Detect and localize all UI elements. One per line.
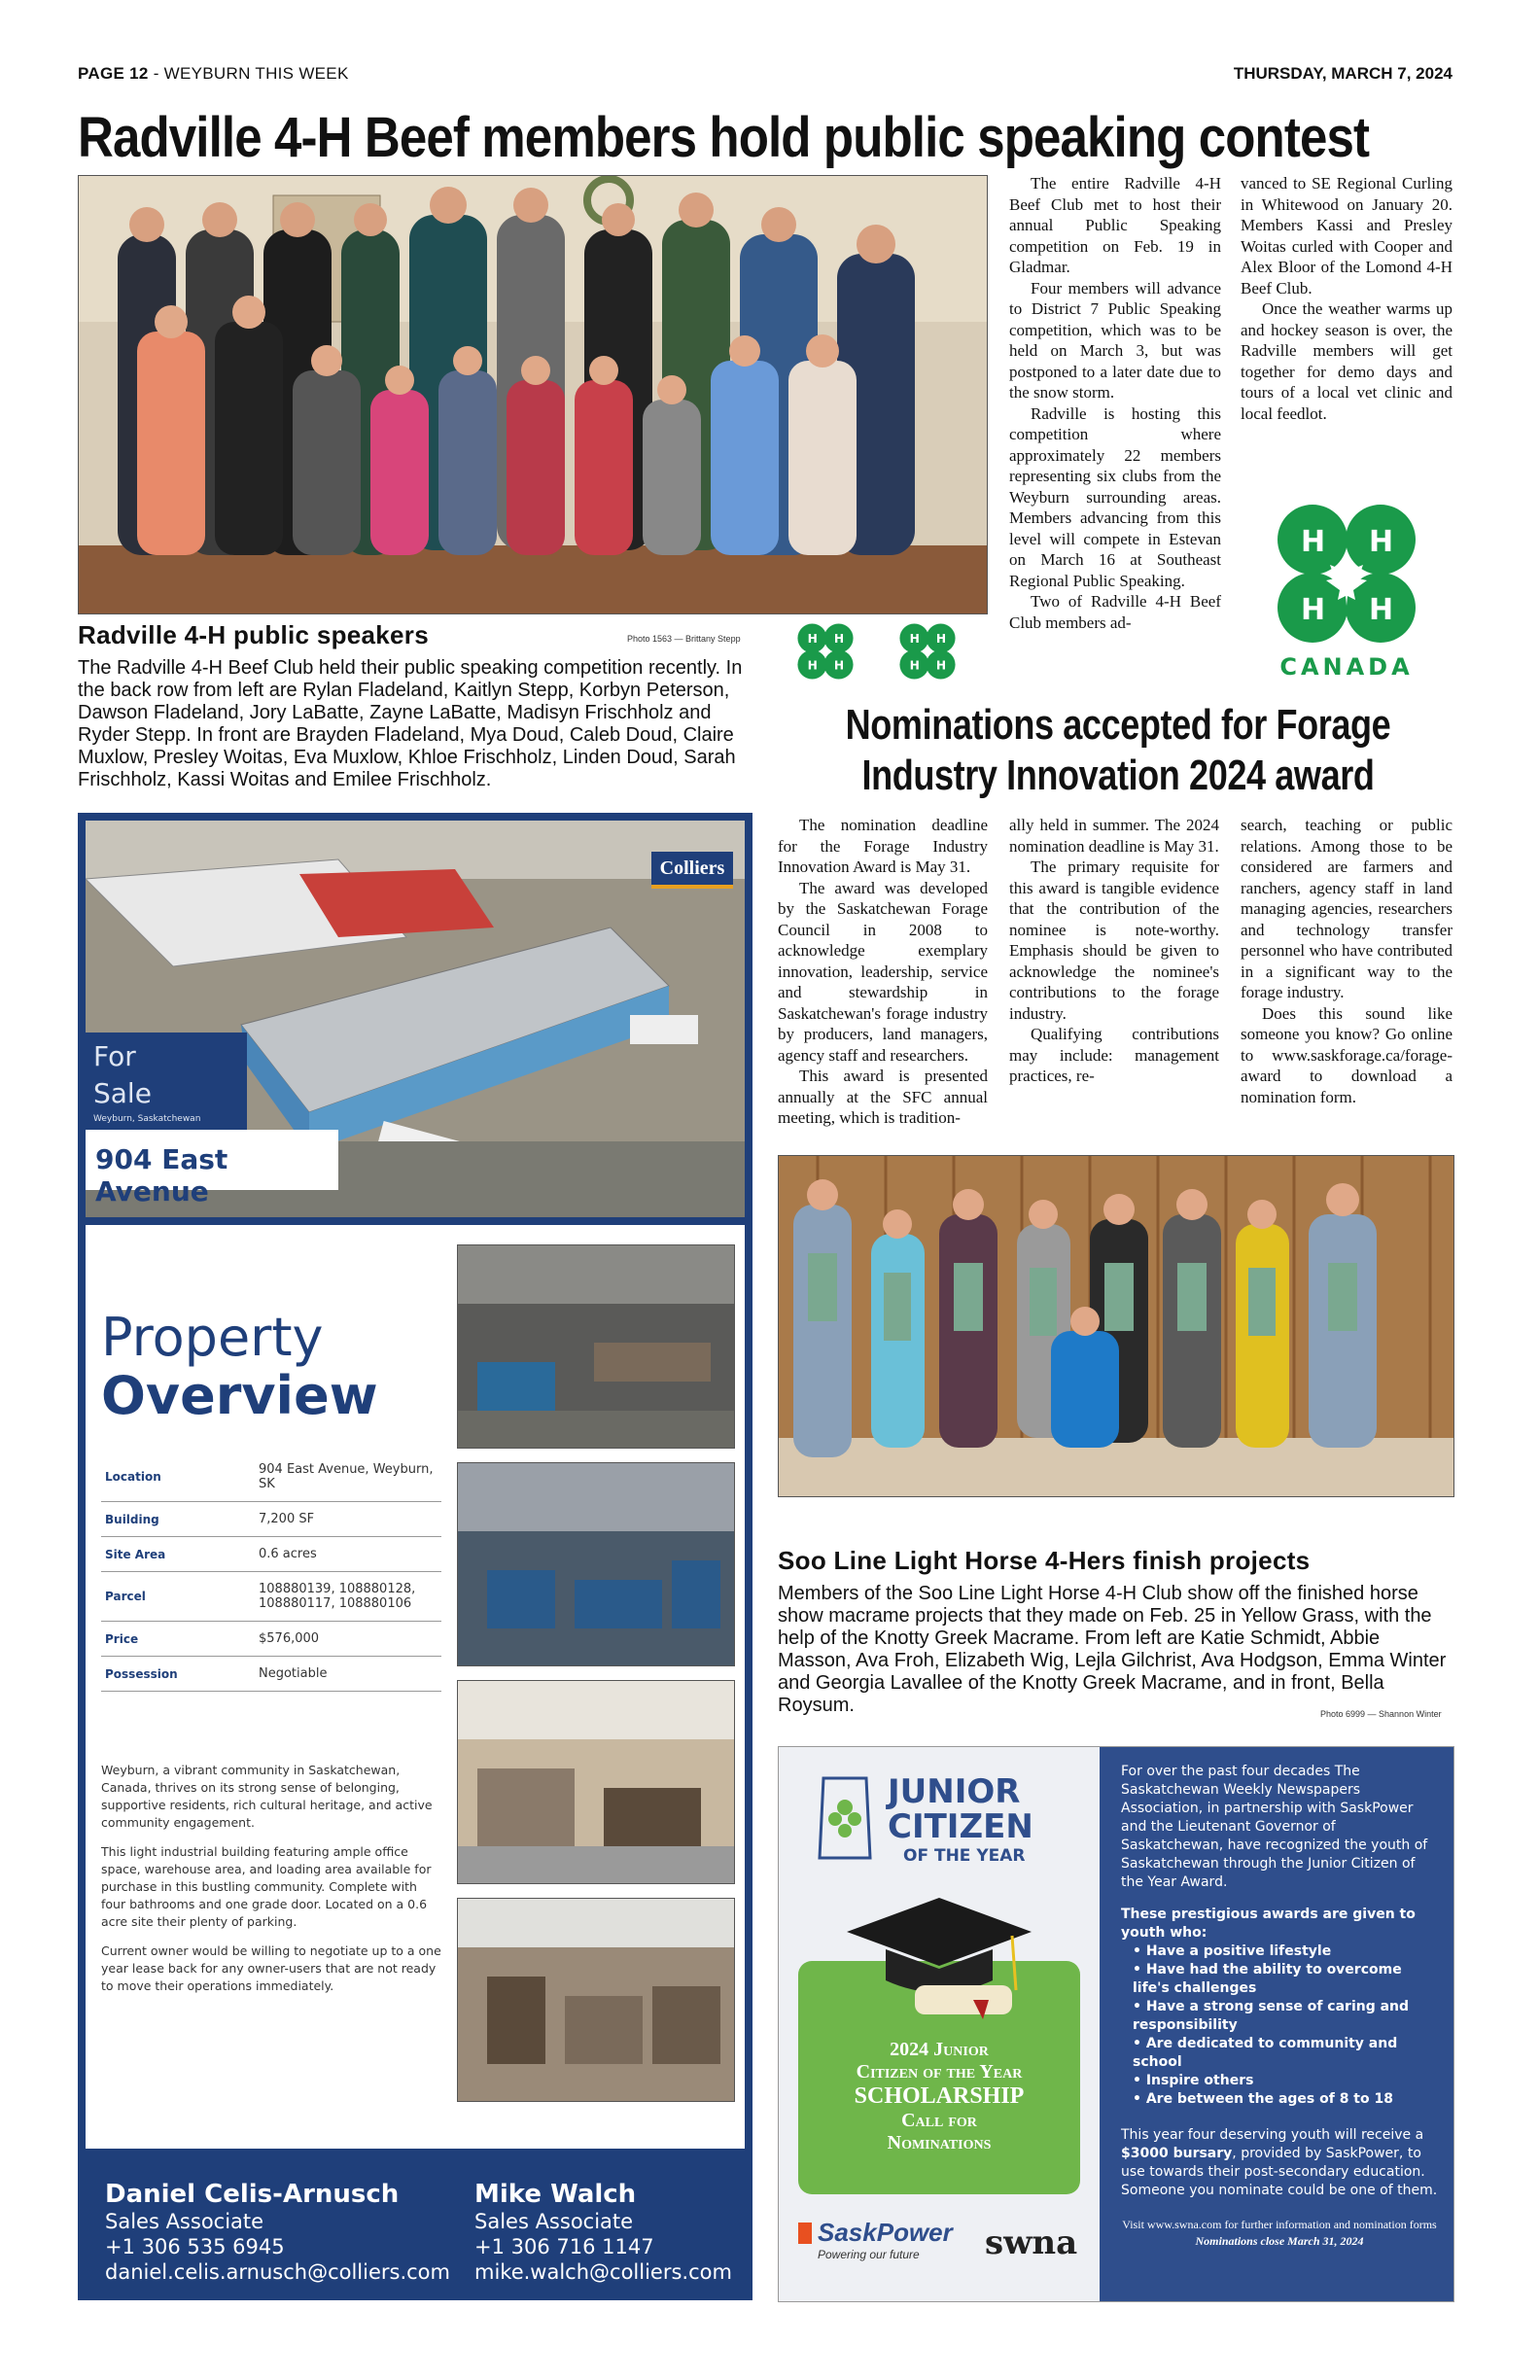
agent-1-name: Daniel Celis-Arnusch [105,2180,400,2209]
property-address: 904 East Avenue [95,1143,228,1208]
row-value: 108880139, 108880128, 108880117, 108880106 [255,1572,441,1622]
story2-paragraph: The award was developed by the Saskatchewan Forage Council in 2008 to acknowledge exemplary innovation, leadership, service and stewardship in Saskatchewan's forage industry by producers, land managers, agency staff and researchers. [778,878,988,1065]
story1-column-1 [1009,173,1221,633]
jc-close-date: Nominations close March 31, 2024 [1195,2234,1364,2248]
jc-criteria-list [1121,1942,1438,2109]
property-description [101,1762,441,2007]
desc-paragraph: Current owner would be willing to negotiate up to a one year lease back for any owner-users that are not ready to move their operations immediately. [101,1943,441,1993]
for-sale-box [86,1032,247,1130]
list-item: • Are between the ages of 8 to 18 [1133,2090,1438,2109]
photo-credit-soo-line: Photo 6999 — Shannon Winter [1320,1709,1442,1719]
clover-small-icon-2 [894,618,961,684]
jc-intro: For over the past four decades The Saskatchewan Weekly Newspapers Association, in partnership with SaskPower and the Lieutenant Governor of Saskatchewan, have recognized the youth of Saskatchewan through the Junior Citizen of the Year Award. [1121,1764,1428,1890]
overview-panel [86,1225,745,2149]
page-header-left [78,64,349,84]
jc-title-3: OF THE YEAR [903,1846,1026,1866]
row-key: Price [101,1622,255,1657]
agent-2-email[interactable]: mike.walch@colliers.com [474,2260,732,2284]
row-key: Parcel [101,1572,255,1622]
scholarship-line-5: Nominations [887,2132,992,2153]
table-row [101,1657,441,1692]
agent-2 [474,2180,732,2285]
table-row [101,1537,441,1572]
paper-name: - WEYBURN THIS WEEK [153,64,349,83]
story1-paragraph: vanced to SE Regional Curling in Whitewood on January 20. Members Kassi and Presley Woitas curled with Cooper and Alex Bloor of the Lomond 4-H Beef Club. [1241,174,1452,298]
jc-visit: Visit www.swna.com for further information and nomination forms [1122,2218,1437,2231]
bursary-pre: This year four deserving youth will receive a [1121,2127,1424,2143]
list-item: • Have a positive lifestyle [1133,1942,1438,1961]
4h-canada-label: CANADA [1279,653,1414,681]
svg-text:H: H [833,632,845,647]
svg-text:H: H [909,632,920,647]
overview-title-2: Overview [101,1365,378,1426]
location-small: Weyburn, Saskatchewan [93,1114,201,1124]
agent-1-email[interactable]: daniel.celis.arnusch@colliers.com [105,2260,450,2284]
issue-date: THURSDAY, MARCH 7, 2024 [1233,64,1452,83]
story2-paragraph: ally held in summer. The 2024 nomination deadline is May 31. [1009,816,1219,856]
colliers-ad [78,813,752,2300]
graduation-cap-icon [837,1893,1041,2019]
clover-small-icon-1 [792,618,858,684]
svg-text:H: H [1369,525,1394,559]
scholarship-line-3: SCHOLARSHIP [854,2083,1025,2109]
scholarship-line-1: 2024 Junior [890,2039,989,2060]
junior-citizen-ad [778,1746,1454,2302]
svg-text:H: H [1301,593,1326,627]
svg-text:H: H [935,658,947,673]
jc-list-head: These prestigious awards are given to youth who: [1121,1907,1416,1941]
overview-title-1: Property [101,1307,324,1368]
photo-interior-2 [457,1462,735,1666]
agent-1 [105,2180,450,2285]
row-key: Possession [101,1657,255,1692]
svg-text:H: H [807,632,818,647]
agent-2-name: Mike Walch [474,2180,637,2209]
caption-title-soo-line: Soo Line Light Horse 4-Hers finish projects [778,1546,1311,1575]
photo-interior-4 [457,1898,735,2102]
bursary-post: , provided by SaskPower, to use towards their post-secondary education. Someone you nominate could be one of them. [1121,2146,1438,2198]
row-value: 7,200 SF [255,1502,441,1537]
bursary-amount: $3000 bursary [1121,2146,1233,2161]
photo-credit-radville: Photo 1563 — Brittany Stepp [627,634,741,644]
svg-text:H: H [1369,593,1394,627]
svg-text:H: H [1301,525,1326,559]
story2-column-1 [778,815,988,1129]
address-banner [86,1130,338,1208]
agent-2-phone[interactable]: +1 306 716 1147 [474,2235,654,2258]
row-key: Location [101,1452,255,1502]
row-value: 0.6 acres [255,1537,441,1572]
photo-radville-speakers [78,175,988,614]
svg-text:H: H [935,632,947,647]
saskatchewan-map-icon [816,1774,874,1862]
property-table [101,1452,441,1692]
sale-label: Sale [93,1077,152,1109]
svg-text:H: H [833,658,845,673]
photo-interior-1 [457,1244,735,1449]
row-key: Building [101,1502,255,1537]
photo-interior-3 [457,1680,735,1884]
jc-info-text [1121,1763,1438,2251]
caption-radville: The Radville 4-H Beef Club held their public speaking competition recently. In the back row from left are Rylan Fladeland, Kaitlyn Stepp, Korbyn Peterson, Dawson Fladeland, Jory LaBatte, Zayne LaBatte, Madisyn Frischholz and Ryder Stepp. In front are Brayden Fladeland, Mya Doud, Caleb Doud, Claire Muxlow, Presley Woitas, Eva Muxlow, Khloe Frischholz, Linden Doud, Sarah Frischholz, Kassi Woitas and Emilee Frischholz. [78,657,743,790]
table-row [101,1572,441,1622]
story1-paragraph: Radville is hosting this competition where approximately 22 members representing six clubs from the Weyburn surrounding areas. Members advancing from this level will compete in Estevan on March 16 at Southeast Regional Public Speaking. [1009,403,1221,590]
saskpower-bolt-icon [798,2222,812,2244]
story2-paragraph: Qualifying contributions may include: management practices, re- [1009,1025,1219,1085]
page-number: PAGE 12 [78,64,149,83]
story2-column-3 [1241,815,1452,1107]
story2-paragraph: search, teaching or public relations. Among those to be considered are farmers and ranchers, agency staff in land managing agencies, researchers and technology transfer personnel who have contributed in a significant way to the forage industry. [1241,816,1452,1001]
scholarship-line-4: Call for [901,2110,977,2131]
desc-paragraph: This light industrial building featuring ample office space, warehouse area, and loading area available for purchase in this bustling community. Complete with four bathrooms and one grade door. Located on a 0.6 acre site their plenty of parking. [101,1844,432,1929]
list-item: • Inspire others [1133,2072,1438,2090]
list-item: • Have had the ability to overcome life's challenges [1133,1961,1438,1998]
jc-right-panel [1100,1747,1453,2301]
row-key: Site Area [101,1537,255,1572]
agent-1-phone[interactable]: +1 306 535 6945 [105,2235,285,2258]
story2-paragraph: This award is presented annually at the SFC annual meeting, which is tradition- [778,1067,988,1127]
headline-radville: Radville 4-H Beef members hold public speaking contest [78,106,1370,169]
row-value: Negotiable [255,1657,441,1692]
story1-column-2 [1241,173,1452,424]
story2-paragraph: The nomination deadline for the Forage Industry Innovation Award is May 31. [778,816,988,876]
list-item: • Are dedicated to community and school [1133,2035,1438,2072]
scholarship-line-2: Citizen of the Year [856,2061,1023,2082]
agent-2-title: Sales Associate [474,2210,634,2233]
saskpower-name: SaskPower [818,2218,953,2247]
for-label: For [93,1040,136,1072]
row-value: 904 East Avenue, Weyburn, SK [255,1452,441,1502]
story1-paragraph: The entire Radville 4-H Beef Club met to host their annual Public Speaking competition on Feb. 19 in Gladmar. [1009,174,1221,276]
list-item: • Have a strong sense of caring and responsibility [1133,1998,1438,2035]
story1-paragraph: Once the weather warms up and hockey season is over, the Radville members will get together for demo days and tours of a local vet clinic and local feedlot. [1241,299,1452,423]
colliers-logo: Colliers [651,852,733,889]
svg-text:H: H [807,658,818,673]
scholarship-text [798,2039,1080,2154]
row-value: $576,000 [255,1622,441,1657]
saskpower-tagline: Powering our future [818,2248,920,2261]
story1-paragraph: Four members will advance to District 7 Public Speaking competition, which was to be held on March 3, but was postponed to a later date due to the snow storm. [1009,278,1221,402]
caption-soo-line: Members of the Soo Line Light Horse 4-H Club show off the finished horse show macrame projects that they made on Feb. 25 in Yellow Grass, with the help of the Knotty Greek Macrame. From left are Katie Schmidt, Abbie Masson, Ava Froh, Elizabeth Wig, Lejla Gilchrist, Ava Hodgson, Emma Winter and Georgia Lavallee of the Knotty Greek Macrame, and in front, Bella Roysum. [778,1583,1447,1716]
story2-paragraph: Does this sound like someone you know? Go online to www.saskforage.ca/forage-award to download a nomination form. [1241,1003,1452,1106]
agent-1-title: Sales Associate [105,2210,264,2233]
saskpower-logo [798,2218,953,2261]
story2-paragraph: The primary requisite for this award is tangible evidence that the contribution of the nominee is note-worthy. Emphasis should be given to acknowledge the nominee's contributions to the forage industry. [1009,858,1219,1023]
desc-paragraph: Weyburn, a vibrant community in Saskatchewan, Canada, thrives on its strong sense of belonging, supportive residents, rich cultural heritage, and active community engagement. [101,1763,433,1830]
headline-forage: Nominations accepted for Forage Industry Innovation 2024 award [845,701,1391,799]
table-row [101,1502,441,1537]
table-row [101,1622,441,1657]
story1-paragraph: Two of Radville 4-H Beef Club members ad- [1009,592,1221,632]
svg-text:H: H [909,658,920,673]
jc-title-1: JUNIOR [888,1772,1021,1811]
swna-logo: swna [985,2223,1078,2262]
jc-title-2: CITIZEN [888,1807,1033,1846]
jc-bursary [1121,2126,1438,2200]
story2-column-2 [1009,815,1219,1087]
photo-soo-line-macrame [778,1155,1454,1497]
jc-left-panel [779,1747,1100,2301]
table-row [101,1452,441,1502]
caption-title-radville: Radville 4-H public speakers [78,620,429,649]
